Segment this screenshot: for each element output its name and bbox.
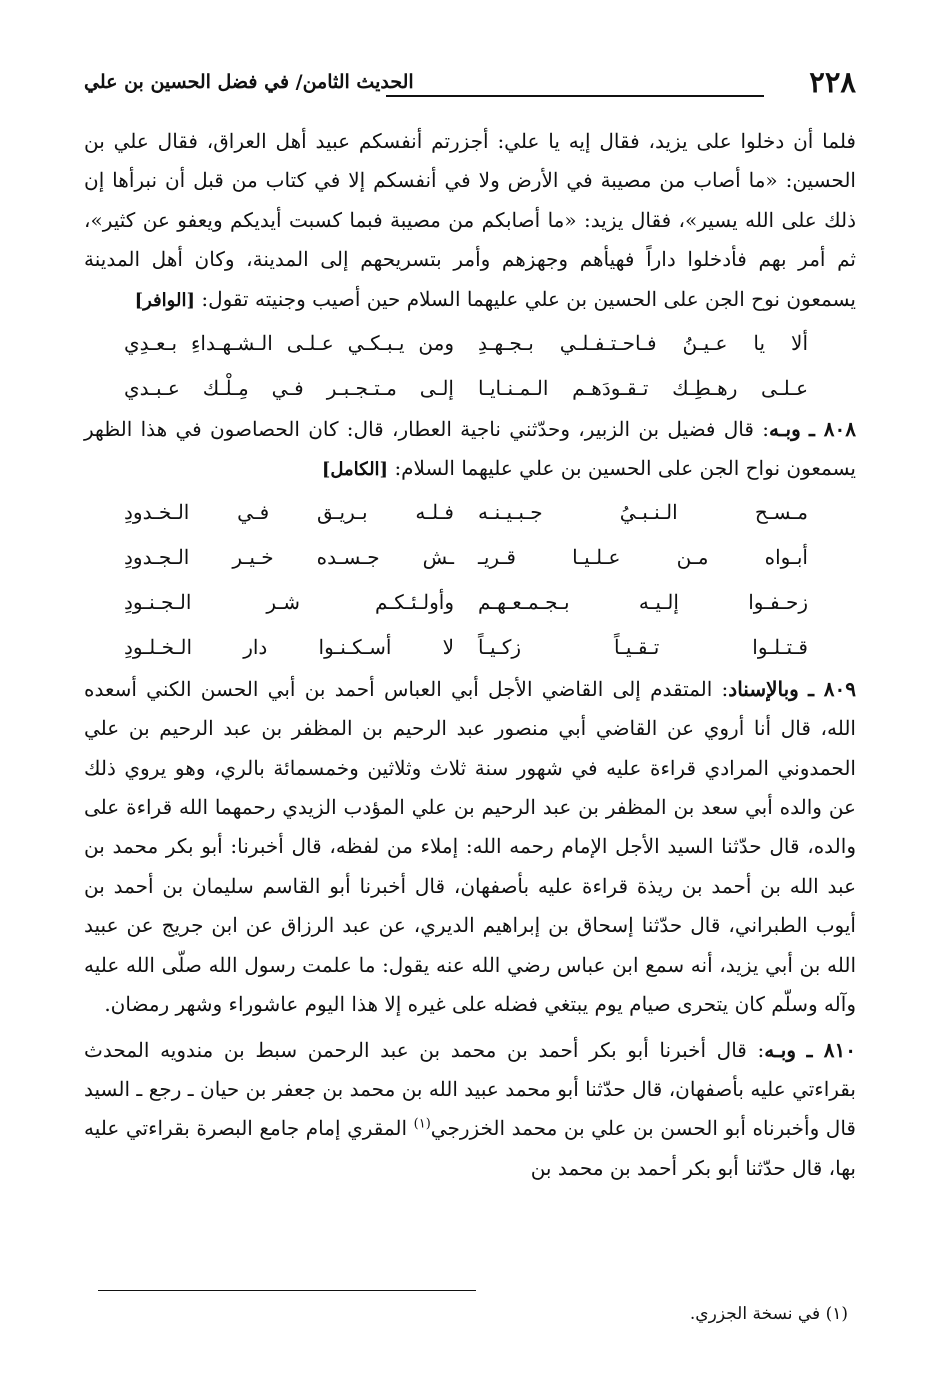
page-header (84, 64, 856, 104)
verse-line (84, 320, 856, 365)
page-number: ٢٢٨ (809, 65, 856, 99)
hadith-chain-tag: وبـه (768, 417, 801, 442)
verse-first-hemistich: ألا يا عـيـنُ فـاحـتـفـلـي بـجـهـدِ (478, 330, 808, 355)
hadith-chain-tag: وبالإسناد (728, 676, 799, 701)
hadith-number: ٨٠٨ ـ (809, 417, 857, 442)
hadith-number: ٨١٠ ـ (806, 1037, 856, 1062)
hadith-809 (84, 670, 856, 1025)
verse-second-hemistich: ومن يـبـكـي عـلـى الـشـهـداءِ بـعـدِي (124, 330, 454, 355)
meter-label: [الكامل] (321, 459, 389, 481)
verse-first-hemistich: قـتـلـوا تـقـيـاً زكـيـاً (478, 635, 808, 660)
paragraph-intro (84, 122, 856, 320)
verse-first-hemistich: أبـواه مـن عـلـيـا قـريـ (478, 545, 808, 570)
verse-second-hemistich: لا أسـكـنـوا دار الـخـلـودِ (124, 635, 454, 660)
verse-line (84, 535, 856, 580)
verse-line (84, 490, 856, 535)
verse-second-hemistich: فـلـه بـريـق فـي الـخـدودِ (124, 500, 454, 525)
header-rule (386, 95, 764, 97)
verse-second-hemistich: وأولـئـكـم شـر الـجـنـودِ (124, 590, 454, 615)
poem-wafir (84, 320, 856, 410)
poem-kamil (84, 490, 856, 670)
hadith-808 (84, 410, 856, 490)
footnote-rule (98, 1290, 476, 1291)
footnote-reference: (١) (413, 1116, 431, 1132)
running-title: الحديث الثامن/ في فضل الحسين بن علي (84, 71, 414, 93)
verse-first-hemistich: مـسـح الـنـبـيُ جـبـيـنـه (478, 500, 808, 525)
hadith-810 (84, 1031, 856, 1189)
verse-second-hemistich: ـش جـسـده خـيـر الـجـدودِ (124, 545, 454, 570)
hadith-809-text: : المتقدم إلى القاضي الأجل أبي العباس أحمد بن أبي الحسن الكني أسعده الله، قال أنا أروي عن القاضي أبي منصور عبد الرحيم بن المظفر بن عبد الرحيم بن علي الحمدوني المرادي قراءة عليه في شهور سنة ثلاث وثلاثين وخمسمائة بالري، وهو يروي ذلك عن والده أبي سعد بن المظفر بن عبد الرحيم بن علي المؤدب الزيدي رحمهما الله قراءة على والده، قال حدّثنا السيد الأجل الإمام رحمه الله: إملاء من لفظه، قال أخبرنا: أبو بكر محمد بن عبد الله بن أحمد بن ريذة قراءة عليه بأصفهان، قال أخبرنا أبو القاسم سليمان بن أحمد بن أيوب الطبراني، قال حدّثنا إسحاق بن إبراهيم الديري، عن عبد الرزاق عن ابن جريج عن عبيد الله بن أبي يزيد، أنه سمع ابن عباس رضي الله عنه يقول: ما علمت رسول الله صلّى الله عليه وآله وسلّم كان يتحرى صيام يوم يبتغي فضله على غيره إلا هذا اليوم عاشوراء وشهر رمضان. (84, 676, 856, 1017)
verse-line (84, 365, 856, 410)
hadith-810-text-a: : قال أخبرنا أبو بكر أحمد بن محمد بن عبد الرحمن سبط بن مندويه المحدث بقراءتي عليه بأصفهان، قال حدّثنا أبو محمد عبيد الله بن محمد بن جعفر بن حيان ـ رجع ـ السيد قال وأخبرناه أبو الحسن بن علي بن محمد الخزرجي (84, 1037, 856, 1141)
verse-line (84, 625, 856, 670)
verse-first-hemistich: زحـفـوا إلـيـه بـجـمـعـهـم (478, 590, 808, 615)
page-body (84, 122, 856, 1188)
meter-label: [الوافر] (134, 289, 195, 311)
hadith-chain-tag: وبـه (764, 1037, 797, 1062)
footnote: (١) في نسخة الجزري. (689, 1304, 848, 1324)
hadith-808-text: : قال فضيل بن الزبير، وحدّثني ناجية العطار، قال: كان الحصاصون في هذا الظهر يسمعون نواح الجن على الحسين بن علي عليهما السلام: (84, 417, 856, 481)
verse-first-hemistich: عـلـى رهـطِـك تـقـودَهـم الـمـنـايـا (478, 375, 808, 400)
paragraph-intro-text: فلما أن دخلوا على يزيد، فقال إيه يا علي: أجزرتم أنفسكم عبيد أهل العراق، فقال علي بن الحسين: «ما أصاب من مصيبة في الأرض ولا في أنفسكم إلا في كتاب من قبل أن نبرأها إن ذلك على الله يسير»، فقال يزيد: «ما أصابكم من مصيبة فبما كسبت أيديكم ويعفو عن كثير»، ثم أمر بهم فأدخلوا داراً فهيأهم وجهزهم وأمر بتسريحهم إلى المدينة، وكان أهل المدينة يسمعون نوح الجن على الحسين بن علي عليهما السلام حين أصيب وجنيته تقول: (84, 129, 857, 311)
verse-second-hemistich: إلـى مـتـجـبـر فـي مِـلْـك عـبـدي (124, 375, 454, 400)
hadith-number: ٨٠٩ ـ (808, 676, 857, 701)
hadith-810-text-b: المقري إمام جامع البصرة بقراءتي عليه بها، قال حدّثنا أبو بكر أحمد بن محمد بن (84, 1116, 856, 1180)
verse-line (84, 580, 856, 625)
